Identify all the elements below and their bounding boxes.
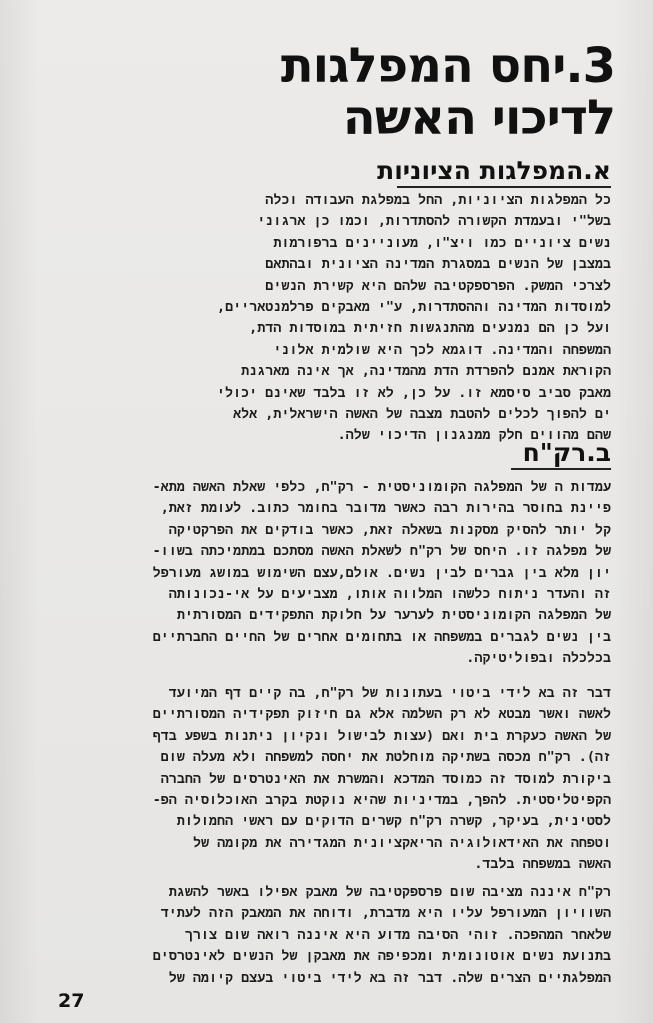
text-line: בכלכלה ובפוליטיקה. xyxy=(466,651,611,667)
text-line: הקוראת אמנם להפרדת הדת מהמדינה, אך אינה מארגנת xyxy=(241,364,611,380)
text-line: פיינת בחוסר בהירות רבה כאשר מדובר בחומר כתוב. לעומת זאת, xyxy=(160,501,611,517)
paragraph-rakah-position xyxy=(153,477,611,670)
chapter-title-line-2: לדיכוי האשה xyxy=(342,90,615,146)
paragraph-rakah-press xyxy=(153,683,611,876)
text-line: של האשה כעקרת בית ואם (עצות לבישול ונקיון ניתנות בשפע בדף xyxy=(152,728,611,744)
text-line: נשים ציוניים כמו ויצ"ו, מעוניינים ברפורמות xyxy=(273,235,611,251)
text-line: הקפיטליסטית. להפך, במדיניות שהיא נוקטת בקרב האוכלוסיה הפ- xyxy=(152,793,611,809)
text-line: רק"ח איננה מציבה שום פרספקטיבה של מאבק אפילו באשר להשגת xyxy=(168,885,611,900)
chapter-title xyxy=(195,40,615,144)
text-line: עמדות ה של המפלגה הקומוניסטית - רק"ח, כלפי שאלת האשה מתא- xyxy=(152,480,611,495)
text-line: זה). רק"ח מכסה בשתיקה מוחלטת את יחסה למשפחה ולא מעלה שום xyxy=(160,750,611,766)
heading-underline xyxy=(397,186,611,188)
text-line: במצבן של הנשים במסגרת המדינה הציונית ובהתאם xyxy=(265,257,611,273)
text-line: של מפלגה זו. היחס של רק"ח לשאלת האשה מסתכם במתמיכתה בשוו- xyxy=(152,544,611,560)
paragraph-rakah-perspective xyxy=(153,882,611,989)
text-line: שלאחר המהפכה. זוהי הסיבה מדוע היא איננה רואה שום צורך xyxy=(184,927,611,943)
text-line: המפלגתיים הצרים שלה. דבר זה בא לידי ביטוי בעצם קיומה של xyxy=(168,970,611,986)
text-line: לסטינית, בעיקר, קשרה רק"ח קשרים הדוקים עם ראשי החמולות xyxy=(176,814,611,830)
text-line: יון מלא בין גברים לבין נשים. אולם,עצם השימוש במושג מעורפל xyxy=(152,565,611,581)
text-line: שהם מהווים חלק ממנגנון הדיכוי שלה. xyxy=(337,428,611,444)
text-line: בין נשים לגברים במשפחה או בתחומים אחרים של החיים החברתיים xyxy=(152,629,611,645)
page-number: 27 xyxy=(58,990,85,1012)
text-line: קל יותר להסיק מסקנות בשאלה זאת, כאשר בודקים את הפרקטיקה xyxy=(168,522,611,538)
text-line: בתנועת נשים אוטונומית ומכפיפה את מאבקן של הנשים לאינטרסים xyxy=(152,949,611,965)
text-line: למוסדות המדינה וההסתדרות, ע"י מאבקים פרלמנטאריים, xyxy=(217,300,611,316)
text-line: לצרכי המשק. הפרספקטיבה שלהם היא קשירת הנשים xyxy=(265,278,611,294)
section-heading-rakah: ב.רק"ח xyxy=(522,438,611,467)
text-line: בשל"י ובעמדת הקשורה להסתדרות, וכמו כן ארגוני xyxy=(257,214,611,230)
text-line: דבר זה בא לידי ביטוי בעתונות של רק"ח, בה קיים דף המיועד xyxy=(168,686,611,701)
text-line: ביקורת למוסד זה כמוסד המדכא והמשרת את האינטרסים של החברה xyxy=(160,771,611,787)
text-line: לאשה ואשר מבטא לא רק השלמה אלא גם חיזוק תפקידיה המסורתיים xyxy=(152,707,611,723)
paragraph-zionist-parties xyxy=(217,190,611,447)
text-line: וטפחה את האידאולוגיה הריאקציונית המגדירה את מקומה של xyxy=(192,835,611,851)
text-line: האשה במשפחה בלבד. xyxy=(474,857,611,873)
heading-underline xyxy=(511,468,611,470)
section-heading-zionist-parties: א.המפלגות הציוניות xyxy=(377,156,611,185)
text-line: מאבק סביב סיסמא זו. על כן, לא זו בלבד שאינם יכולי xyxy=(216,385,611,401)
text-line: זה והעדר ניתוח כלשהו המלווה אותו, מצביעים על אי-נכונותה xyxy=(168,587,611,603)
text-line: ים להפוך לכלים להטבת מצבה של האשה הישראלית, אלא xyxy=(233,407,611,423)
text-line: ועל כן הם נמנעים מהתנגשות חזיתית במוסדות הדת, xyxy=(249,321,611,337)
chapter-title-line-1: 3.יחס המפלגות xyxy=(280,38,615,94)
text-line: השוויון המעורפל עליו היא מדברת, ודוחה את המאבק הזה לעתיד xyxy=(160,906,611,922)
text-line: המשפחה והמדינה. דוגמא לכך היא שולמית אלוני xyxy=(273,342,611,358)
text-line: של המפלגה הקומוניסטית לערער על חלוקת התפקידים המסורתית xyxy=(176,608,611,624)
text-line: כל המפלגות הציוניות, החל במפלגת העבודה וכלה xyxy=(265,193,611,208)
